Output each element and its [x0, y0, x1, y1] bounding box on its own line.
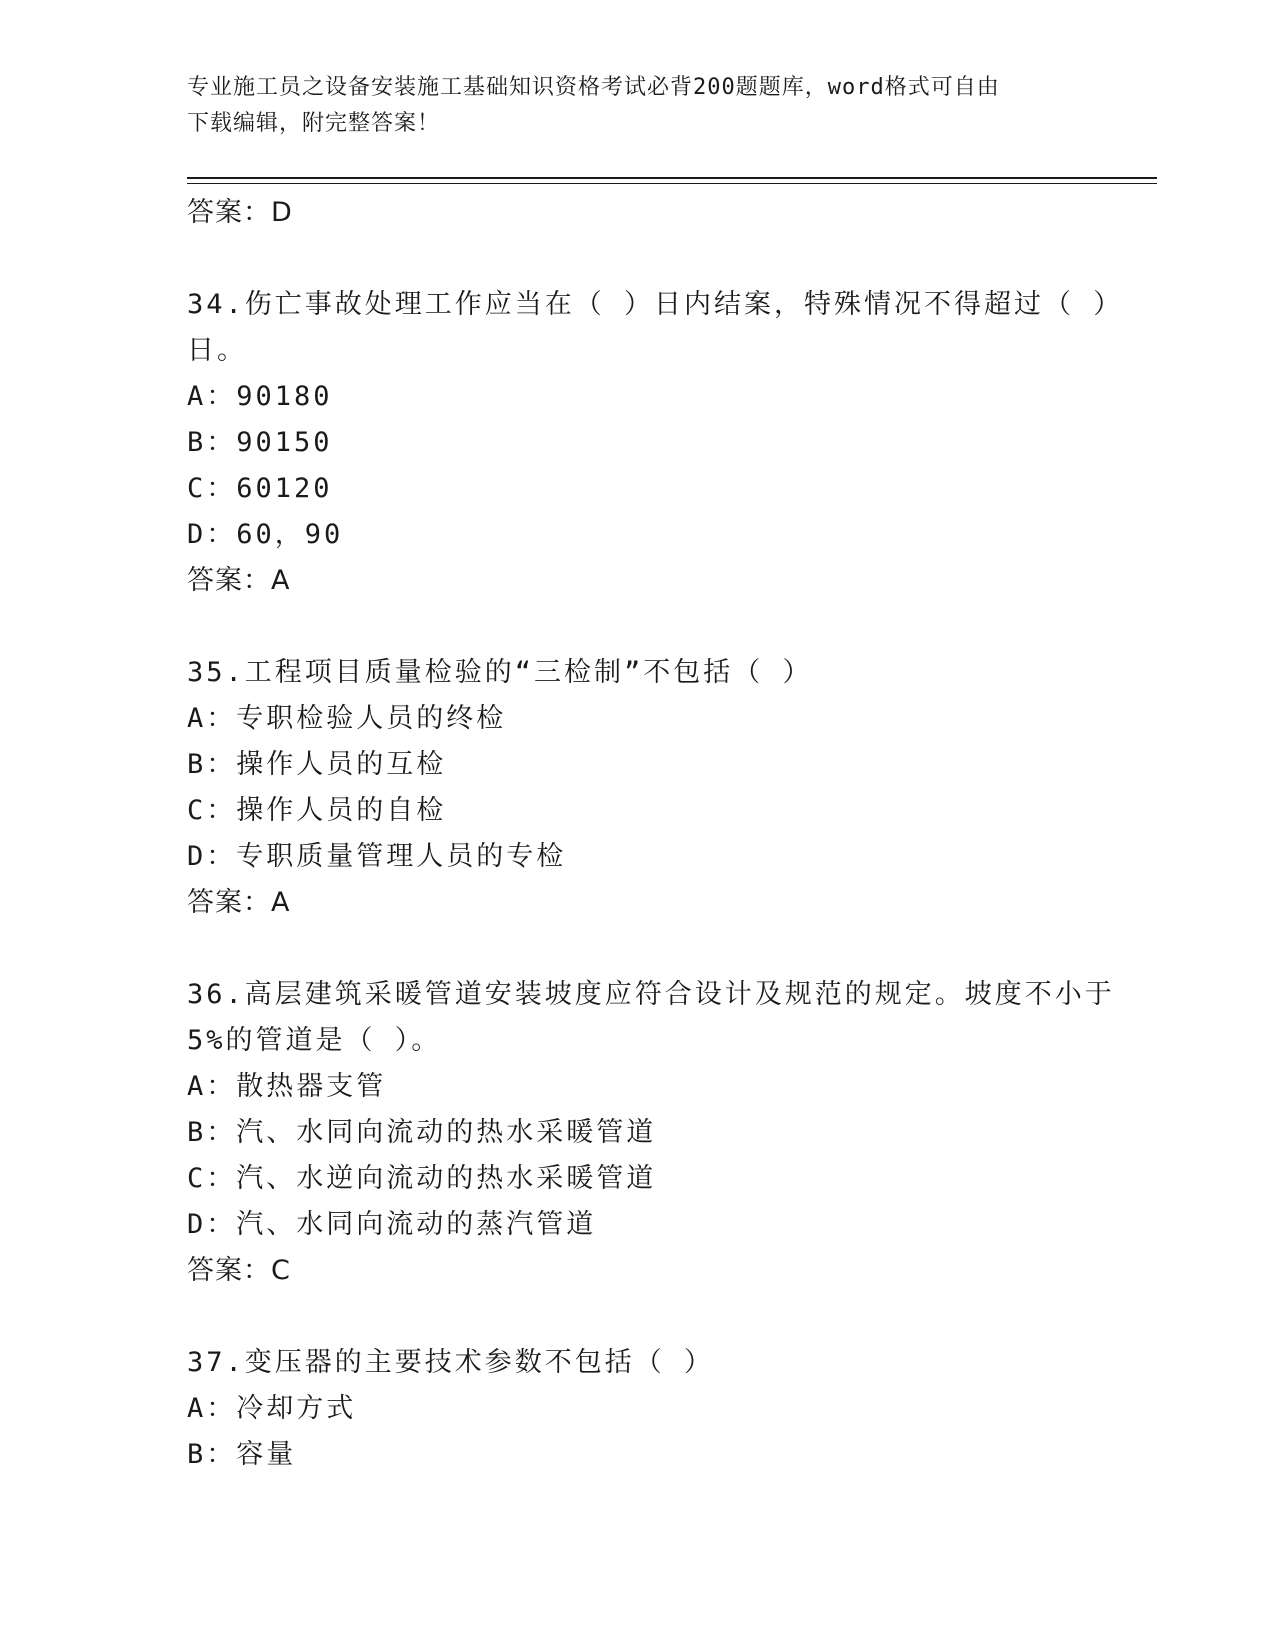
answer: 答案：C: [187, 1255, 291, 1286]
option-d: D：60，90: [187, 519, 344, 550]
question-list: [187, 190, 1124, 1478]
option-b: B：操作人员的互检: [187, 749, 447, 780]
question-34: [187, 282, 1124, 604]
option-b: B：容量: [187, 1439, 297, 1470]
header-line-1: 专业施工员之设备安装施工基础知识资格考试必背200题题库，word格式可自由: [187, 75, 1000, 100]
question-35: [187, 650, 1087, 926]
option-a: A：90180: [187, 381, 333, 412]
option-c: C：操作人员的自检: [187, 795, 447, 826]
option-b: B：汽、水同向流动的热水采暖管道: [187, 1117, 657, 1148]
option-c: C：汽、水逆向流动的热水采暖管道: [187, 1163, 657, 1194]
spacer: [187, 236, 1087, 282]
spacer: [187, 926, 1087, 972]
option-c: C：60120: [187, 473, 333, 504]
question-stem: 37.变压器的主要技术参数不包括（ ）: [187, 1347, 715, 1378]
question-36: [187, 972, 1115, 1294]
previous-answer: 答案：D: [187, 197, 293, 228]
question-stem: 35.工程项目质量检验的“三检制”不包括（ ）: [187, 657, 813, 688]
option-b: B：90150: [187, 427, 333, 458]
option-d: D：汽、水同向流动的蒸汽管道: [187, 1209, 597, 1240]
answer: 答案：A: [187, 887, 291, 918]
header-rule-thick: [187, 177, 1157, 179]
answer: 答案：A: [187, 565, 291, 596]
question-37: [187, 1340, 1087, 1478]
question-stem: 34.伤亡事故处理工作应当在（ ）日内结案，特殊情况不得超过（ ）: [187, 289, 1124, 320]
option-d: D：专职质量管理人员的专检: [187, 841, 567, 872]
spacer: [187, 604, 1087, 650]
option-a: A：冷却方式: [187, 1393, 357, 1424]
spacer: [187, 1294, 1087, 1340]
header-line-2: 下载编辑，附完整答案！: [187, 111, 441, 136]
question-stem: 36.高层建筑采暖管道安装坡度应符合设计及规范的规定。坡度不小于: [187, 979, 1115, 1010]
page-header: [187, 70, 1077, 142]
header-rule-thin: [187, 183, 1157, 184]
option-a: A：专职检验人员的终检: [187, 703, 507, 734]
option-a: A：散热器支管: [187, 1071, 387, 1102]
question-stem-continued: 5%的管道是（ ）。: [187, 1025, 442, 1056]
question-stem-continued: 日。: [187, 335, 247, 366]
